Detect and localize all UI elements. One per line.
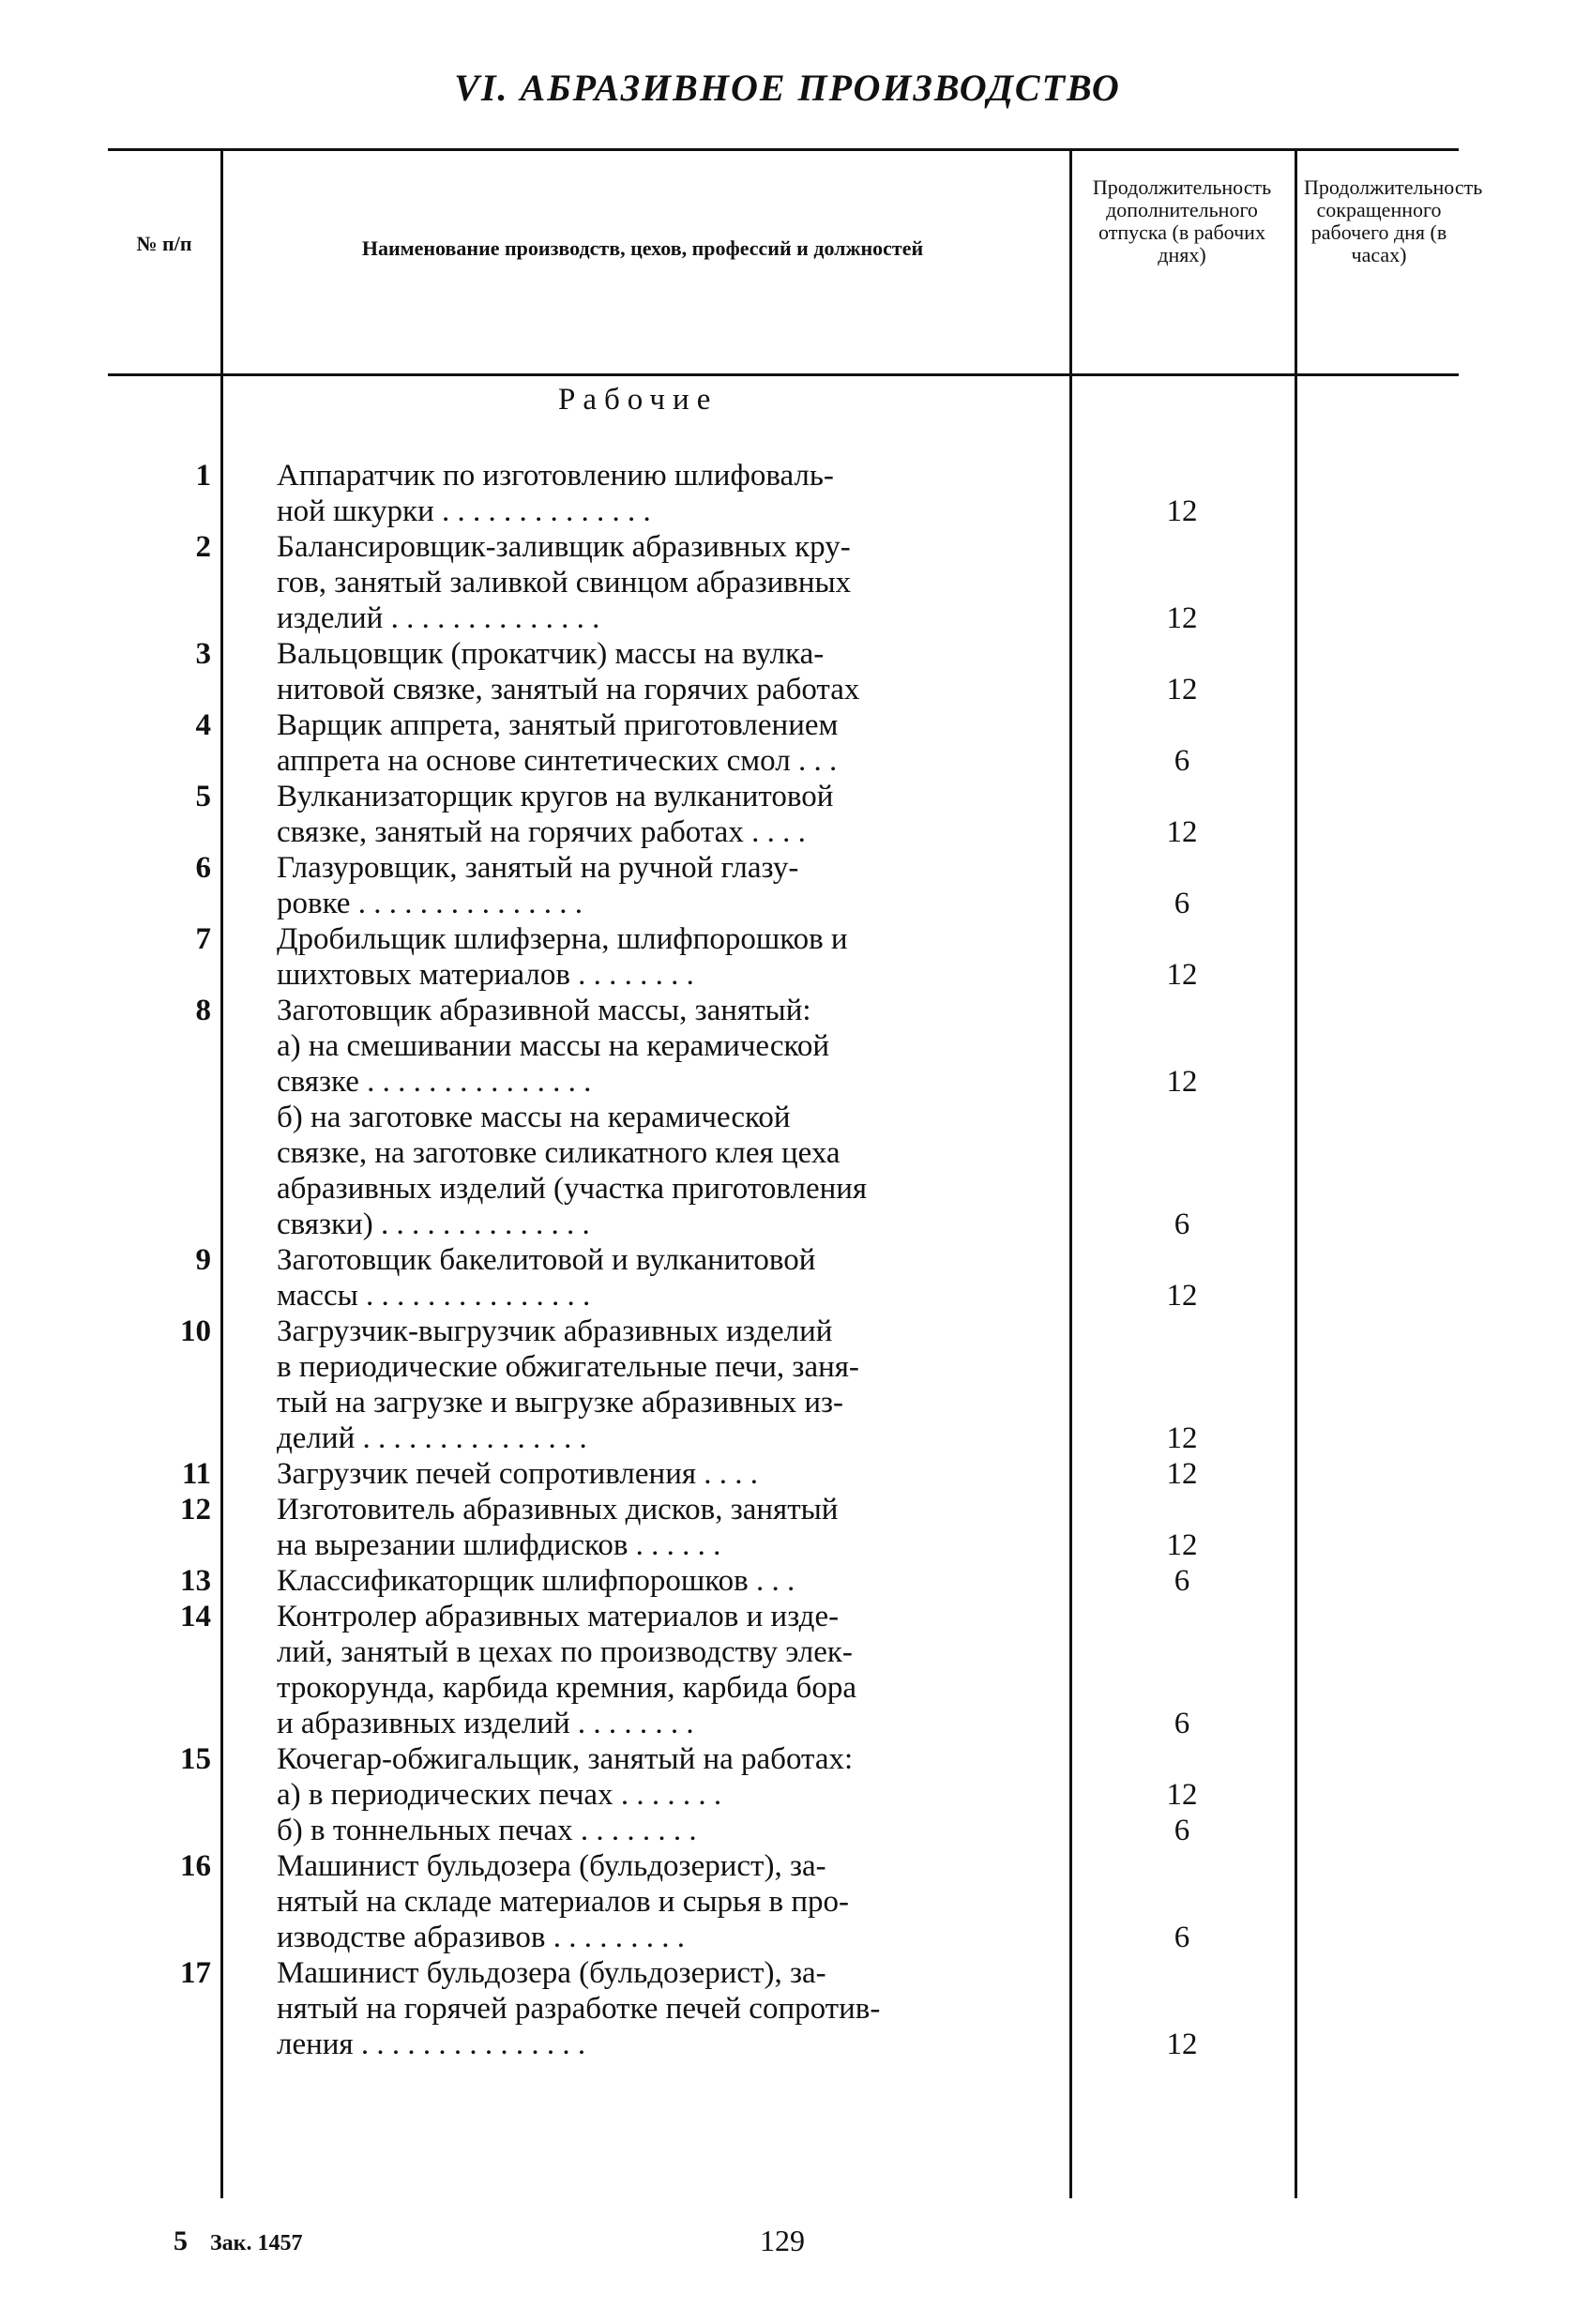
row-name: [277, 1599, 1069, 1741]
table-row: [108, 1741, 1459, 1813]
header-name: Наименование производств, цехов, профессий и должностей: [361, 236, 924, 260]
table-row: [108, 636, 1459, 707]
row-leave-days: 6: [1174, 1707, 1190, 1740]
row-name: [277, 850, 1069, 921]
row-name-line: ления . . . . . . . . . . . . . . .: [277, 2028, 586, 2061]
table-row: [108, 1563, 1459, 1599]
row-number: 3: [195, 637, 211, 671]
row-name: [277, 921, 1069, 993]
row-name-line: массы . . . . . . . . . . . . . . .: [277, 1279, 591, 1313]
row-name-line: трокорунда, карбида кремния, карбида бора: [277, 1671, 856, 1705]
row-name-line: Заготовщик абразивной массы, занятый:: [277, 994, 811, 1027]
table-row: [108, 1848, 1459, 1955]
row-name-line: ровке . . . . . . . . . . . . . . .: [277, 887, 583, 920]
row-name-line: и абразивных изделий . . . . . . . .: [277, 1707, 694, 1740]
row-name-line: Загрузчик печей сопротивления . . . .: [277, 1457, 759, 1491]
row-name-line: нятый на горячей разработке печей сопротив-: [277, 1992, 881, 2026]
row-name-line: б) на заготовке массы на керамической: [277, 1101, 791, 1134]
table-row: [108, 529, 1459, 636]
row-name-line: связке, на заготовке силикатного клея цеха: [277, 1136, 841, 1170]
table-row: [108, 993, 1459, 1100]
header-leave: Продолжительность дополнительного отпуска (в рабочих днях): [1092, 175, 1272, 266]
table-body: [108, 458, 1459, 2062]
row-number: 14: [180, 1600, 211, 1633]
row-name-line: тый на загрузке и выгрузке абразивных из-: [277, 1386, 844, 1420]
row-name: [277, 1314, 1069, 1456]
row-name-line: Дробильщик шлифзерна, шлифпорошков и: [277, 922, 848, 956]
header-day: Продолжительность сокращенного рабочего дня (в часах): [1304, 175, 1483, 266]
row-number: 1: [195, 459, 211, 493]
row-name-line: Машинист бульдозера (бульдозерист), за-: [277, 1956, 826, 1990]
row-name: [277, 529, 1069, 636]
row-name: [277, 1492, 1069, 1563]
row-leave-days: 6: [1174, 887, 1190, 920]
row-leave-days: 12: [1166, 958, 1198, 992]
row-name-line: ной шкурки . . . . . . . . . . . . . .: [277, 494, 651, 528]
row-number: [108, 1100, 211, 1242]
table-row: [108, 458, 1459, 529]
row-number: 6: [195, 851, 211, 885]
table-row: [108, 921, 1459, 993]
row-name-line: Балансировщик-заливщик абразивных кру-: [277, 530, 851, 564]
row-leave-days: 12: [1166, 494, 1198, 528]
row-name-line: гов, занятый заливкой свинцом абразивных: [277, 566, 852, 600]
row-name: [277, 636, 1069, 707]
row-number: 11: [181, 1457, 211, 1491]
row-name-line: связке . . . . . . . . . . . . . . .: [277, 1065, 592, 1099]
table-row: [108, 1242, 1459, 1314]
table-row: [108, 1314, 1459, 1456]
table-row: [108, 707, 1459, 779]
row-name-line: а) в периодических печах . . . . . . .: [277, 1778, 722, 1812]
header-bottom-rule: [108, 373, 1459, 376]
table-row: [108, 1456, 1459, 1492]
row-number: 17: [180, 1956, 211, 1990]
table-row: [108, 1100, 1459, 1242]
row-name-line: на вырезании шлифдисков . . . . . .: [277, 1528, 721, 1562]
row-number: 4: [195, 708, 211, 742]
row-name: [277, 1813, 1069, 1848]
row-name-line: Варщик аппрета, занятый приготовлением: [277, 708, 839, 742]
row-number: 12: [180, 1493, 211, 1527]
table-row: [108, 1955, 1459, 2062]
table-row: [108, 1813, 1459, 1848]
row-name: [277, 1955, 1069, 2062]
header-num: № п/п: [136, 232, 192, 255]
row-leave-days: 6: [1174, 1564, 1190, 1598]
table-top-rule: [108, 148, 1459, 151]
row-name-line: Изготовитель абразивных дисков, занятый: [277, 1493, 839, 1527]
table-row: [108, 1599, 1459, 1741]
row-name-line: изделий . . . . . . . . . . . . . .: [277, 601, 600, 635]
section-title: Рабочие: [558, 383, 719, 417]
row-leave-days: 6: [1174, 744, 1190, 778]
row-name-line: Аппаратчик по изготовлению шлифоваль-: [277, 459, 834, 493]
row-leave-days: 6: [1174, 1208, 1190, 1241]
row-name-line: абразивных изделий (участка приготовления: [277, 1172, 868, 1206]
row-name-line: связки) . . . . . . . . . . . . . .: [277, 1208, 590, 1241]
row-name-line: Глазуровщик, занятый на ручной глазу-: [277, 851, 799, 885]
row-number: 2: [195, 530, 211, 564]
page-number: 129: [760, 2224, 805, 2257]
row-name: [277, 1242, 1069, 1314]
row-name: [277, 993, 1069, 1100]
row-number: 10: [180, 1314, 211, 1348]
row-name-line: Загрузчик-выгрузчик абразивных изделий: [277, 1314, 833, 1348]
row-number: 13: [180, 1564, 211, 1598]
row-name: [277, 1456, 1069, 1492]
row-leave-days: 12: [1166, 1528, 1198, 1562]
row-name-line: шихтовых материалов . . . . . . . .: [277, 958, 694, 992]
table-row: [108, 850, 1459, 921]
row-name: [277, 1100, 1069, 1242]
row-name-line: Контролер абразивных материалов и изде-: [277, 1600, 840, 1633]
row-name-line: аппрета на основе синтетических смол . . .: [277, 744, 838, 778]
row-leave-days: 12: [1166, 1457, 1198, 1491]
row-name: [277, 1741, 1069, 1813]
row-leave-days: 12: [1166, 1279, 1198, 1313]
footer-order: Зак. 1457: [210, 2231, 303, 2256]
row-number: 7: [195, 922, 211, 956]
row-number: 15: [180, 1742, 211, 1776]
row-name-line: связке, занятый на горячих работах . . . .: [277, 815, 806, 849]
table-row: [108, 779, 1459, 850]
row-name: [277, 779, 1069, 850]
row-leave-days: 6: [1174, 1814, 1190, 1847]
row-name: [277, 707, 1069, 779]
row-leave-days: 12: [1166, 2028, 1198, 2061]
row-name-line: Машинист бульдозера (бульдозерист), за-: [277, 1849, 826, 1883]
row-number: 8: [195, 994, 211, 1027]
row-name: [277, 1563, 1069, 1599]
row-leave-days: 12: [1166, 1421, 1198, 1455]
row-number: 5: [195, 780, 211, 813]
row-number: 16: [180, 1849, 211, 1883]
row-name-line: нитовой связке, занятый на горячих работах: [277, 673, 860, 706]
table-row: [108, 1492, 1459, 1563]
row-name-line: б) в тоннельных печах . . . . . . . .: [277, 1814, 697, 1847]
row-name-line: Вальцовщик (прокатчик) массы на вулка-: [277, 637, 825, 671]
row-name-line: лий, занятый в цехах по производству элек-: [277, 1635, 853, 1669]
footer-sheet-number: 5: [174, 2225, 188, 2256]
row-name-line: Кочегар-обжигальщик, занятый на работах:: [277, 1742, 854, 1776]
row-name-line: Заготовщик бакелитовой и вулканитовой: [277, 1243, 816, 1277]
row-name-line: нятый на складе материалов и сырья в про-: [277, 1885, 849, 1919]
row-name-line: делий . . . . . . . . . . . . . . .: [277, 1421, 587, 1455]
row-leave-days: 12: [1166, 815, 1198, 849]
row-name-line: Классификаторщик шлифпорошков . . .: [277, 1564, 795, 1598]
row-name-line: а) на смешивании массы на керамической: [277, 1029, 830, 1063]
row-name-line: в периодические обжигательные печи, заня-: [277, 1350, 859, 1384]
row-number: [108, 1813, 211, 1848]
row-name: [277, 458, 1069, 529]
row-leave-days: 12: [1166, 601, 1198, 635]
row-leave-days: 12: [1166, 1065, 1198, 1099]
row-leave-days: 6: [1174, 1921, 1190, 1954]
row-name-line: изводстве абразивов . . . . . . . . .: [277, 1921, 685, 1954]
row-leave-days: 12: [1166, 673, 1198, 706]
row-name: [277, 1848, 1069, 1955]
row-leave-days: 12: [1166, 1778, 1198, 1812]
page-title: VI. АБРАЗИВНОЕ ПРОИЗВОДСТВО: [454, 67, 1121, 109]
row-name-line: Вулканизаторщик кругов на вулканитовой: [277, 780, 834, 813]
footer-sheet: [174, 2225, 303, 2257]
row-number: 9: [195, 1243, 211, 1277]
table-frame: [108, 148, 1483, 2199]
